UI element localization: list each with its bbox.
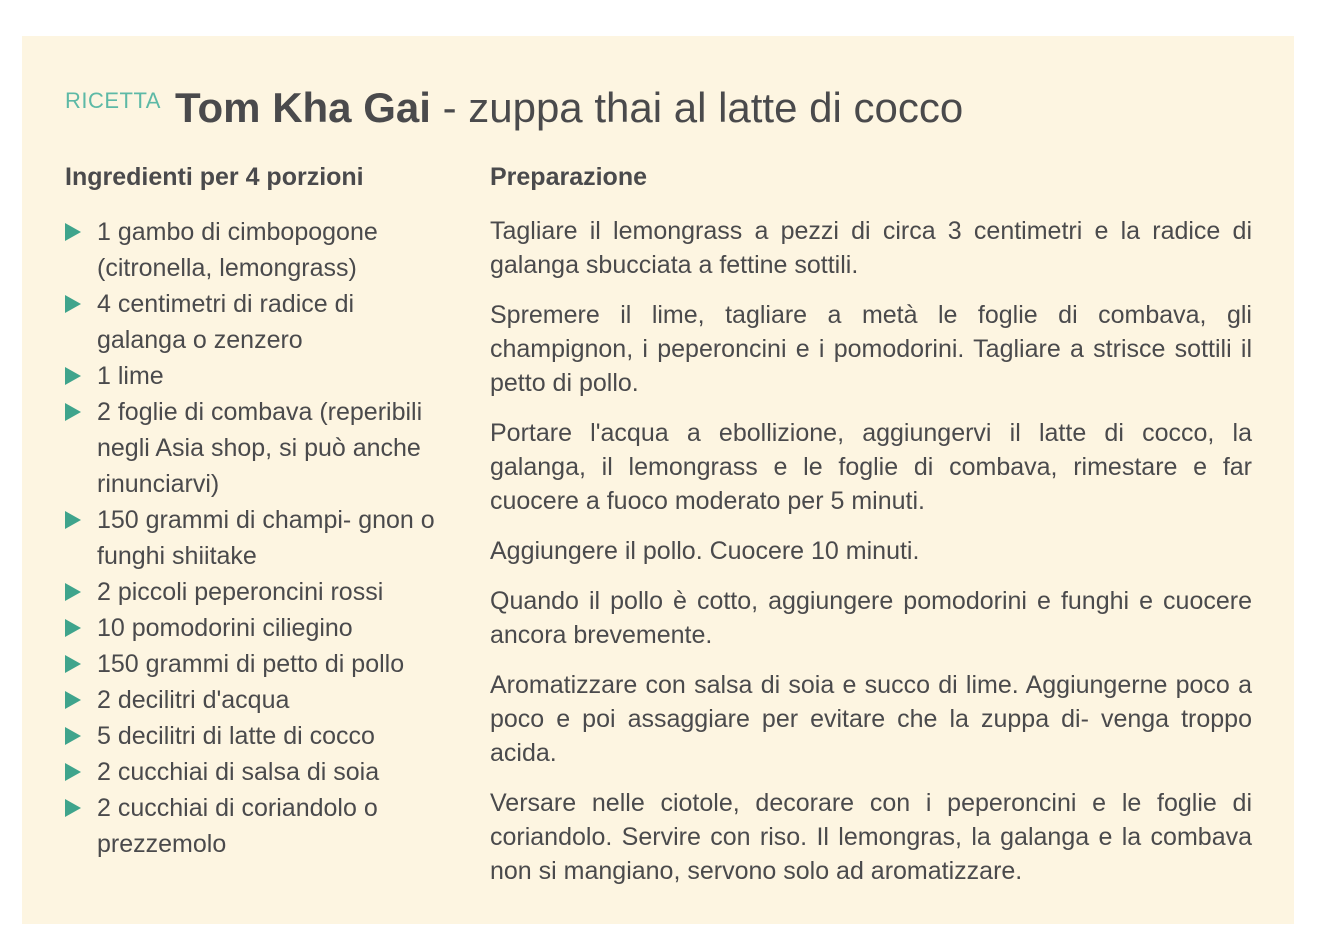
ingredient-text: 150 grammi di petto di pollo	[97, 650, 405, 678]
preparation-step: Spremere il lime, tagliare a metà le foglie di combava, gli champignon, i peperoncini e i pomodorini. Tagliare a strisce sottili il petto di pollo.	[490, 301, 1252, 397]
bullet-triangle-icon	[65, 727, 81, 745]
ingredient-text: 2 foglie di combava (reperibili negli Asia shop, si può anche rinunciarvi)	[97, 398, 423, 498]
ingredient-text: 1 gambo di cimbopogone (citronella, lemongrass)	[97, 218, 378, 282]
recipe-title: Tom Kha Gai	[174, 84, 431, 131]
list-item	[65, 682, 445, 718]
ingredient-text: 150 grammi di champi- gnon o funghi shiitake	[97, 506, 435, 570]
list-item	[65, 646, 445, 682]
bullet-triangle-icon	[65, 511, 81, 529]
list-item	[65, 358, 445, 394]
preparation-step: Aromatizzare con salsa di soia e succo di lime. Aggiungerne poco a poco e poi assaggiare per evitare che la zuppa di- venga troppo acida.	[490, 671, 1252, 767]
list-item	[65, 718, 445, 754]
preparation-step: Aggiungere il pollo. Cuocere 10 minuti.	[490, 537, 920, 565]
ingredients-section	[65, 160, 445, 862]
list-item	[65, 394, 445, 502]
recipe-subtitle: - zuppa thai al latte di cocco	[430, 84, 964, 131]
bullet-triangle-icon	[65, 799, 81, 817]
bullet-triangle-icon	[65, 403, 81, 421]
ingredient-text: 2 decilitri d'acqua	[97, 686, 290, 714]
preparation-step: Tagliare il lemongrass a pezzi di circa 3 centimetri e la radice di galanga sbucciata a fettine sottili.	[490, 217, 1252, 279]
list-item	[65, 790, 445, 862]
ingredient-text: 2 cucchiai di salsa di soia	[97, 758, 380, 786]
recipe-card	[22, 36, 1294, 924]
ingredient-text: 2 piccoli peperoncini rossi	[97, 578, 384, 606]
list-item	[65, 754, 445, 790]
list-item	[65, 574, 445, 610]
list-item	[65, 502, 445, 574]
recipe-title-row	[65, 84, 963, 132]
bullet-triangle-icon	[65, 691, 81, 709]
ingredient-text: 4 centimetri di radice di galanga o zenzero	[97, 290, 355, 354]
preparation-section	[490, 160, 1252, 904]
list-item	[65, 214, 445, 286]
recipe-label: RICETTA	[65, 88, 161, 113]
ingredient-text: 10 pomodorini ciliegino	[97, 614, 353, 642]
ingredient-text: 5 decilitri di latte di cocco	[97, 722, 375, 750]
bullet-triangle-icon	[65, 655, 81, 673]
bullet-triangle-icon	[65, 763, 81, 781]
preparation-step: Versare nelle ciotole, decorare con i peperoncini e le foglie di coriandolo. Servire con riso. Il lemongras, la galanga e la combava non si mangiano, servono solo ad aromatizzare.	[490, 789, 1252, 885]
bullet-triangle-icon	[65, 223, 81, 241]
bullet-triangle-icon	[65, 295, 81, 313]
ingredient-text: 2 cucchiai di coriandolo o prezzemolo	[97, 794, 378, 858]
bullet-triangle-icon	[65, 583, 81, 601]
ingredients-heading: Ingredienti per 4 porzioni	[65, 163, 364, 191]
ingredients-list	[65, 214, 445, 862]
preparation-heading: Preparazione	[490, 163, 648, 191]
bullet-triangle-icon	[65, 619, 81, 637]
bullet-triangle-icon	[65, 367, 81, 385]
ingredient-text: 1 lime	[97, 362, 164, 390]
list-item	[65, 610, 445, 646]
preparation-step: Quando il pollo è cotto, aggiungere pomodorini e funghi e cuocere ancora brevemente.	[490, 587, 1252, 649]
list-item	[65, 286, 445, 358]
preparation-step: Portare l'acqua a ebollizione, aggiungervi il latte di cocco, la galanga, il lemongrass e le foglie di combava, rimestare e far cuocere a fuoco moderato per 5 minuti.	[490, 419, 1252, 515]
